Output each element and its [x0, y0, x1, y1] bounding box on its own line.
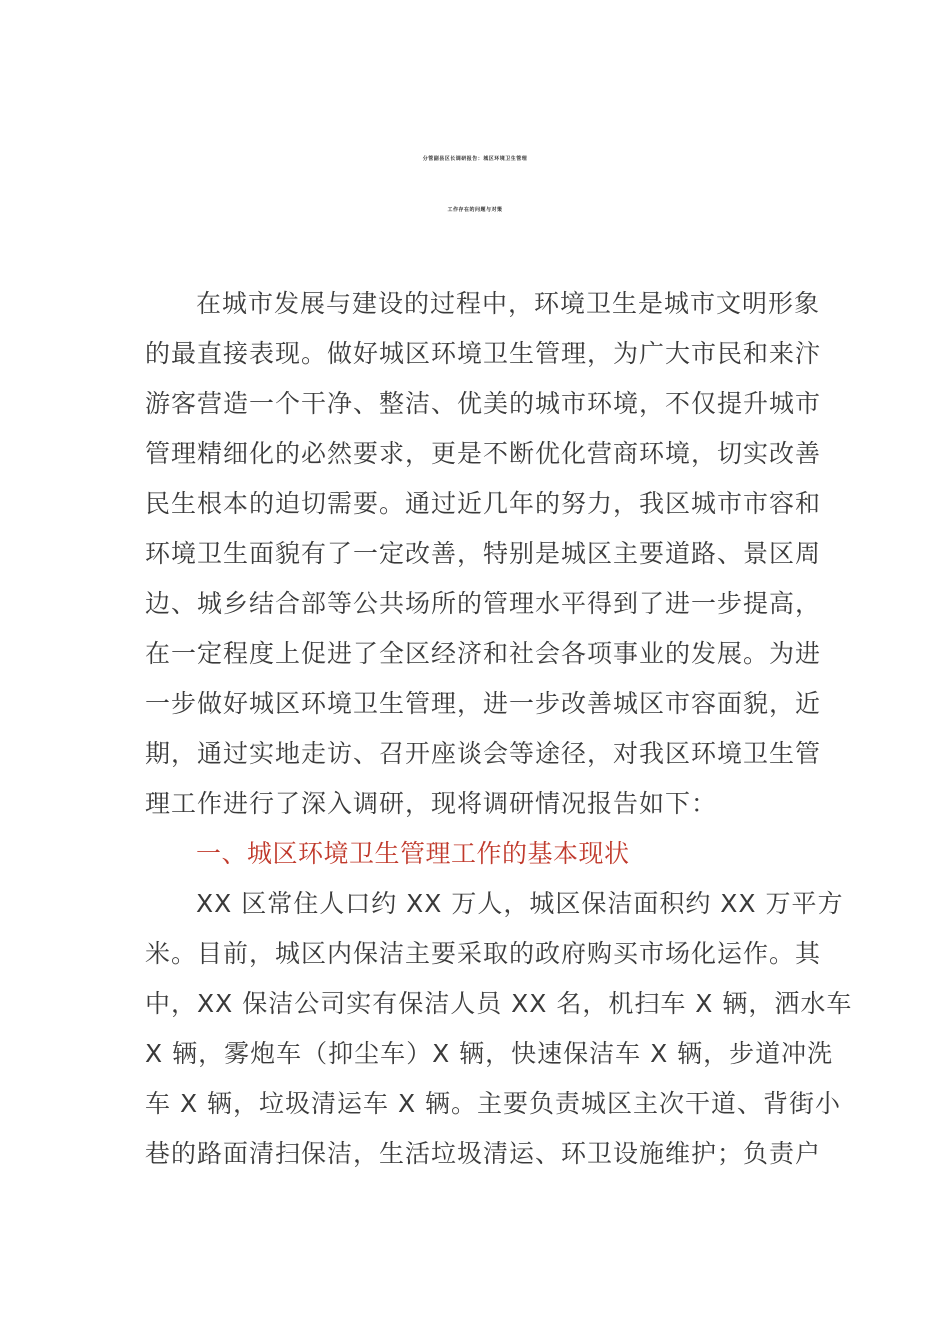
paragraph-1-line-10: 期，通过实地走访、召开座谈会等途径，对我区环境卫生管 [145, 739, 822, 768]
paragraph-1-line-2: 的最直接表现。做好城区环境卫生管理，为广大市民和来汴 [145, 339, 822, 368]
paragraph-1-line-4: 管理精细化的必然要求，更是不断优化营商环境，切实改善 [145, 439, 822, 468]
paragraph-2-line-3: 中，XX 保洁公司实有保洁人员 XX 名，机扫车 X 辆，洒水车 [145, 989, 853, 1018]
paragraph-1-line-3: 游客营造一个干净、整洁、优美的城市环境，不仅提升城市 [145, 389, 822, 418]
paragraph-1-line-9: 一步做好城区环境卫生管理，进一步改善城区市容面貌，近 [145, 689, 822, 718]
title-line-1: 分管副县区长调研报告：城区环境卫生管理 [422, 156, 528, 162]
paragraph-2-line-2: 米。目前，城区内保洁主要采取的政府购买市场化运作。其 [145, 939, 822, 968]
paragraph-1-line-5: 民生根本的迫切需要。通过近几年的努力，我区城市市容和 [145, 489, 822, 518]
paragraph-1-line-7: 边、城乡结合部等公共场所的管理水平得到了进一步提高， [145, 589, 822, 618]
title-line-2: 工作存在的问题与对策 [447, 207, 503, 213]
paragraph-1-line-1: 在城市发展与建设的过程中，环境卫生是城市文明形象 [196, 289, 821, 318]
paragraph-2-line-5: 车 X 辆，垃圾清运车 X 辆。主要负责城区主次干道、背街小 [145, 1089, 842, 1118]
paragraph-2-line-6: 巷的路面清扫保洁，生活垃圾清运、环卫设施维护；负责户 [145, 1139, 822, 1168]
paragraph-2-line-1: XX 区常住人口约 XX 万人，城区保洁面积约 XX 万平方 [196, 889, 844, 918]
section-1-heading: 一、城区环境卫生管理工作的基本现状 [196, 839, 630, 868]
paragraph-1-line-11: 理工作进行了深入调研，现将调研情况报告如下： [145, 789, 718, 818]
paragraph-1-line-8: 在一定程度上促进了全区经济和社会各项事业的发展。为进 [145, 639, 822, 668]
paragraph-1-line-6: 环境卫生面貌有了一定改善，特别是城区主要道路、景区周 [145, 539, 822, 568]
paragraph-2-line-4: X 辆，雾炮车（抑尘车）X 辆，快速保洁车 X 辆，步道冲洗 [145, 1039, 834, 1068]
